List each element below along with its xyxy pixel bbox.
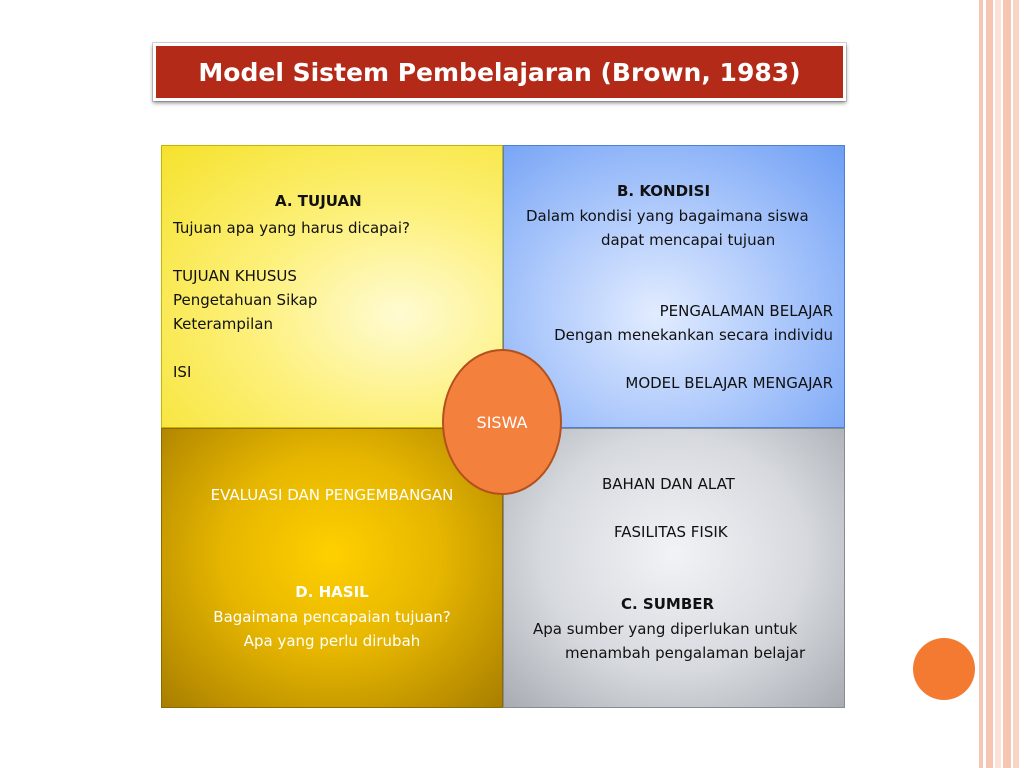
- sumber-line: BAHAN DAN ALAT: [602, 475, 735, 493]
- slide-title: Model Sistem Pembelajaran (Brown, 1983): [198, 57, 801, 87]
- tujuan-heading: A. TUJUAN: [275, 192, 362, 210]
- quadrant-sumber: [503, 428, 845, 708]
- tujuan-line: Pengetahuan Sikap: [173, 291, 318, 309]
- slide-title-banner: [153, 43, 846, 101]
- kondisi-line: PENGALAMAN BELAJAR: [659, 302, 833, 320]
- kondisi-heading: B. KONDISI: [617, 182, 711, 200]
- hasil-heading: D. HASIL: [295, 583, 369, 601]
- hasil-description: Apa yang perlu dirubah: [243, 632, 421, 650]
- decorative-stripe: [995, 0, 1001, 768]
- decorative-stripe: [1003, 0, 1011, 768]
- tujuan-question: Tujuan apa yang harus dicapai?: [173, 219, 410, 237]
- tujuan-line: ISI: [173, 363, 192, 381]
- hasil-description: Bagaimana pencapaian tujuan?: [213, 608, 451, 626]
- decorative-stripe: [986, 0, 993, 768]
- tujuan-line: TUJUAN KHUSUS: [173, 267, 297, 285]
- sumber-line: FASILITAS FISIK: [614, 523, 728, 541]
- kondisi-description: dapat mencapai tujuan: [601, 231, 776, 249]
- sumber-description: menambah pengalaman belajar: [565, 644, 806, 662]
- kondisi-line: Dengan menekankan secara individu: [554, 326, 833, 344]
- siswa-label: SISWA: [476, 412, 528, 432]
- tujuan-line: Keterampilan: [173, 315, 273, 333]
- hasil-top-label: EVALUASI DAN PENGEMBANGAN: [210, 486, 454, 504]
- kondisi-description: Dalam kondisi yang bagaimana siswa: [526, 207, 809, 225]
- siswa-circle: [442, 349, 562, 495]
- kondisi-line: MODEL BELAJAR MENGAJAR: [625, 374, 833, 392]
- sumber-description: Apa sumber yang diperlukan untuk: [533, 620, 798, 638]
- sumber-heading: C. SUMBER: [621, 595, 715, 613]
- decorative-orange-circle: [913, 638, 975, 700]
- quadrant-hasil: [161, 428, 503, 708]
- decorative-stripe: [979, 0, 983, 768]
- decorative-stripe: [1013, 0, 1019, 768]
